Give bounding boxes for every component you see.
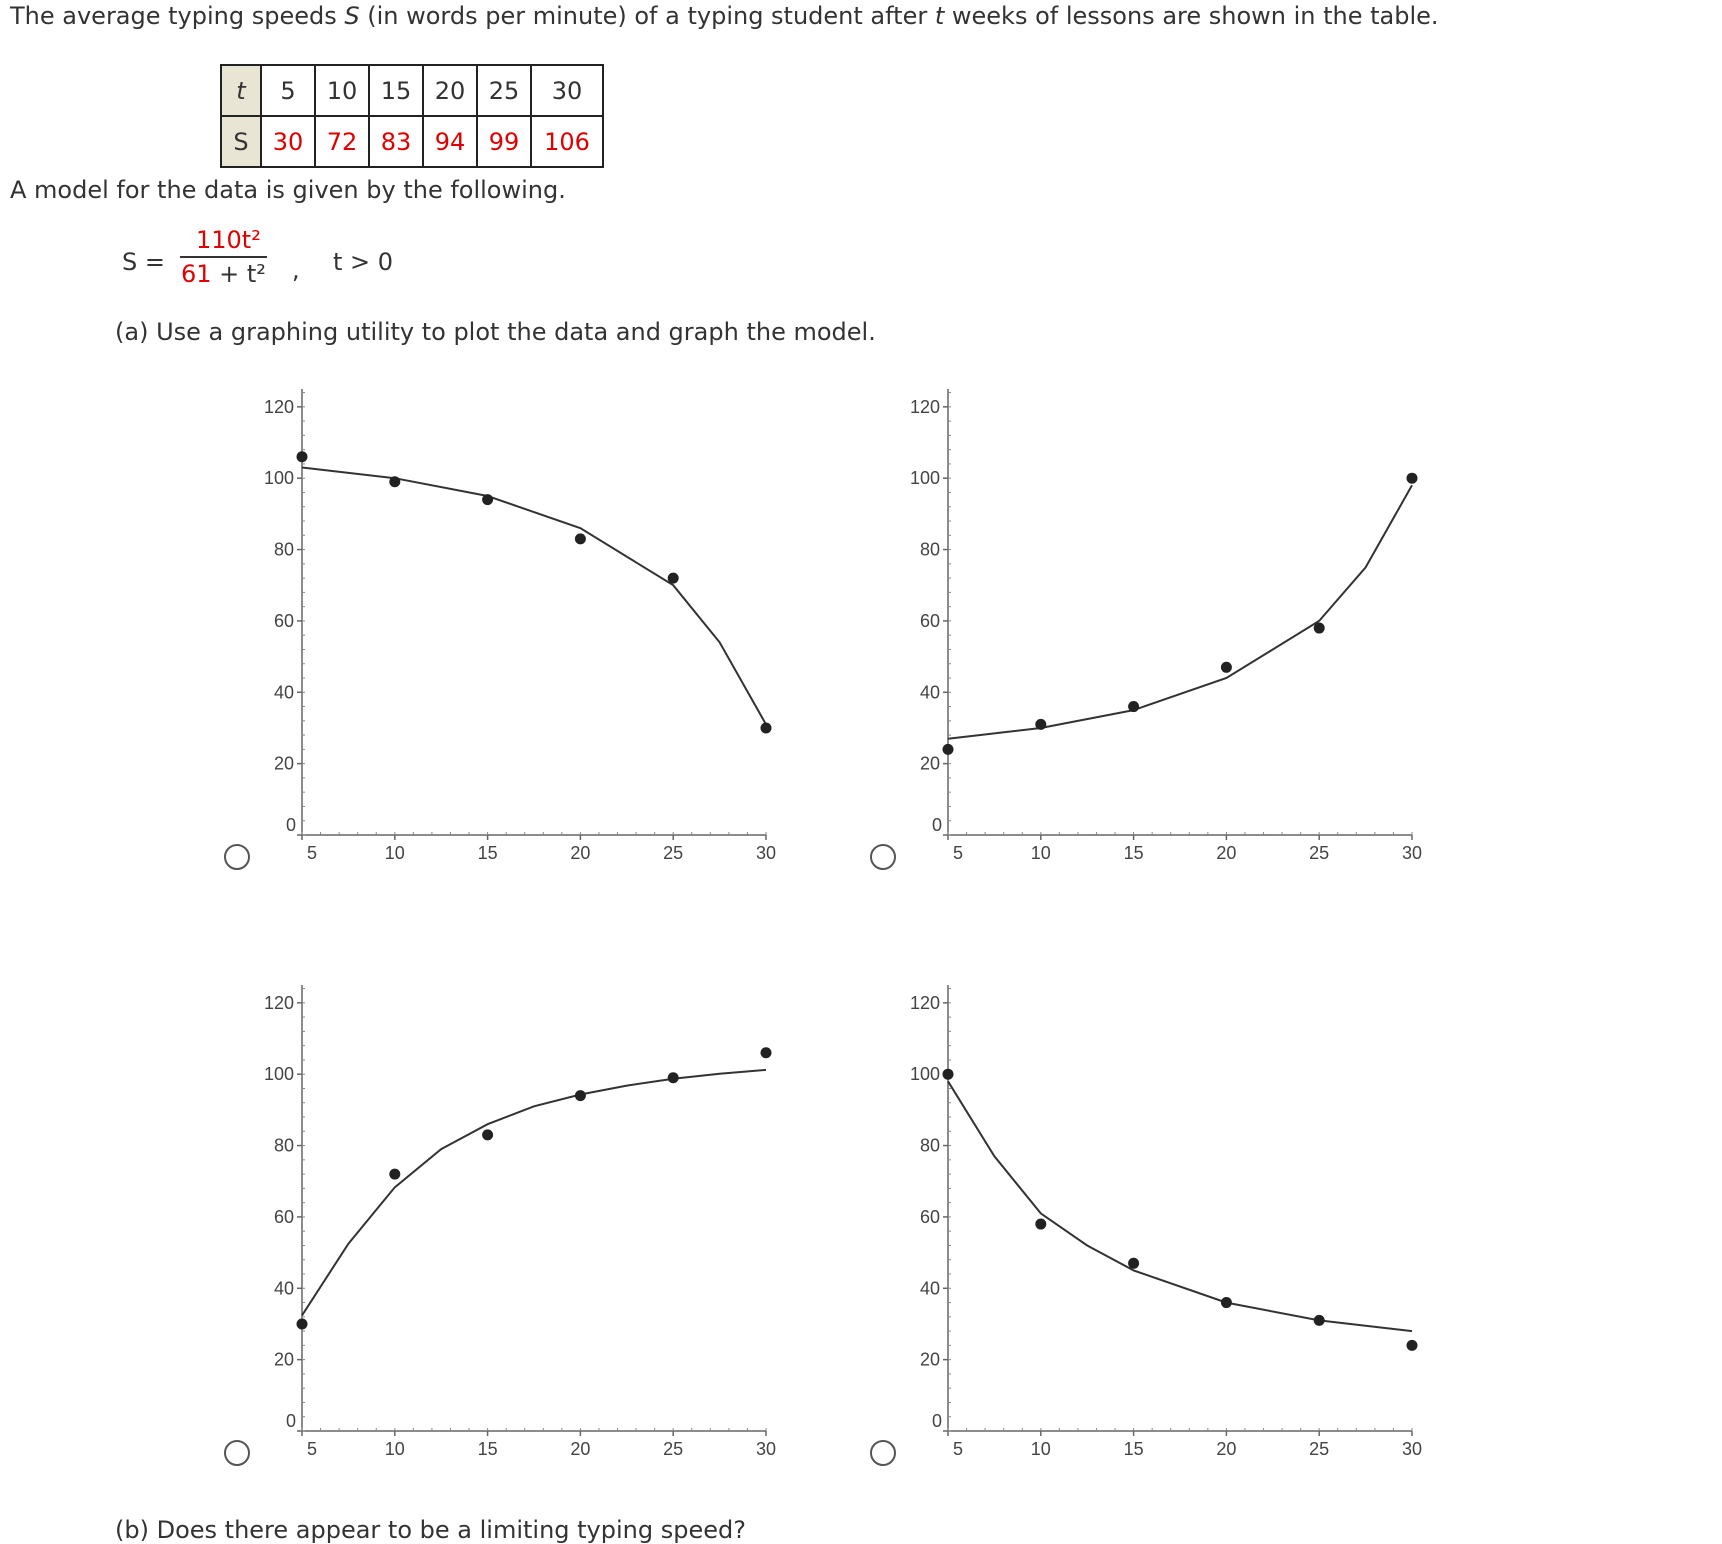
x-tick-label: 30 xyxy=(755,1439,777,1459)
y-tick-label: 40 xyxy=(273,682,294,703)
question-intro: The average typing speeds S (in words per minute) of a typing student after t weeks of lessons are shown in the table. xyxy=(10,2,1439,30)
y-tick-label: 120 xyxy=(263,992,294,1013)
data-point xyxy=(761,722,772,733)
data-point xyxy=(761,1047,772,1058)
y-tick-label: 120 xyxy=(263,396,294,417)
y-tick-label: 100 xyxy=(263,468,294,489)
x-tick-label: 5 xyxy=(952,1439,964,1459)
y-tick-label: 0 xyxy=(285,815,296,835)
table-cell: 83 xyxy=(369,116,423,167)
data-point xyxy=(482,1129,493,1140)
x-tick-label: 25 xyxy=(1309,843,1330,863)
y-tick-label: 120 xyxy=(909,992,940,1013)
table-row-s xyxy=(221,116,603,167)
x-tick-label: 30 xyxy=(1401,843,1423,863)
x-tick-label: 5 xyxy=(306,1439,318,1459)
x-tick-label: 20 xyxy=(570,843,591,863)
x-tick-label: 15 xyxy=(1123,1439,1144,1459)
model-intro: A model for the data is given by the following. xyxy=(10,176,566,204)
table-cell: 94 xyxy=(423,116,477,167)
data-point xyxy=(1128,701,1139,712)
data-point xyxy=(1035,1219,1046,1230)
y-tick-label: 60 xyxy=(919,1206,940,1227)
y-tick-label: 0 xyxy=(931,1411,942,1431)
table-cell: 15 xyxy=(369,65,423,116)
y-tick-label: 20 xyxy=(273,1349,294,1370)
table-header-s: S xyxy=(221,116,261,167)
data-point xyxy=(668,1072,679,1083)
table-row-t xyxy=(221,65,603,116)
x-tick-label: 15 xyxy=(1123,843,1144,863)
table-cell: 25 xyxy=(477,65,531,116)
y-tick-label: 0 xyxy=(285,1411,296,1431)
y-tick-label: 0 xyxy=(931,815,942,835)
table-cell: 5 xyxy=(261,65,315,116)
y-tick-label: 40 xyxy=(273,1278,294,1299)
x-tick-label: 15 xyxy=(477,843,498,863)
part-b-prompt: (b) Does there appear to be a limiting typing speed? xyxy=(115,1516,746,1544)
option-3-radio[interactable] xyxy=(224,1440,250,1466)
table-cell: 99 xyxy=(477,116,531,167)
data-table xyxy=(220,64,604,168)
equation-lhs: S = xyxy=(122,248,165,276)
y-tick-label: 80 xyxy=(273,1135,294,1156)
y-tick-label: 80 xyxy=(919,539,940,560)
data-point xyxy=(1314,623,1325,634)
equation-comma: , xyxy=(292,256,300,284)
data-point xyxy=(1221,662,1232,673)
y-tick-label: 60 xyxy=(919,610,940,631)
model-curve xyxy=(302,1070,766,1316)
table-cell: 72 xyxy=(315,116,369,167)
table-header-t: t xyxy=(221,65,261,116)
option-2-radio[interactable] xyxy=(870,844,896,870)
table-cell: 106 xyxy=(531,116,603,167)
y-tick-label: 100 xyxy=(263,1064,294,1085)
x-tick-label: 5 xyxy=(952,843,964,863)
model-fraction xyxy=(180,226,267,288)
y-tick-label: 20 xyxy=(919,753,940,774)
x-tick-label: 20 xyxy=(570,1439,591,1459)
data-point xyxy=(668,573,679,584)
data-point xyxy=(297,1318,308,1329)
y-tick-label: 40 xyxy=(919,682,940,703)
y-tick-label: 20 xyxy=(273,753,294,774)
x-tick-label: 25 xyxy=(663,843,684,863)
data-point xyxy=(1035,719,1046,730)
data-point xyxy=(297,451,308,462)
data-point xyxy=(575,1090,586,1101)
data-point xyxy=(389,476,400,487)
x-tick-label: 20 xyxy=(1216,1439,1237,1459)
y-tick-label: 100 xyxy=(909,468,940,489)
y-tick-label: 20 xyxy=(919,1349,940,1370)
y-tick-label: 40 xyxy=(919,1278,940,1299)
x-tick-label: 10 xyxy=(384,843,405,863)
y-tick-label: 100 xyxy=(909,1064,940,1085)
fraction-numerator: 110t² xyxy=(180,226,267,258)
option-4-radio[interactable] xyxy=(870,1440,896,1466)
table-cell: 20 xyxy=(423,65,477,116)
data-point xyxy=(482,494,493,505)
y-tick-label: 80 xyxy=(919,1135,940,1156)
data-point xyxy=(1407,1340,1418,1351)
x-tick-label: 30 xyxy=(755,843,777,863)
x-tick-label: 30 xyxy=(1401,1439,1423,1459)
graph-option-3 xyxy=(250,968,790,1468)
model-curve xyxy=(302,468,766,725)
domain-condition: t > 0 xyxy=(333,248,394,276)
graph-option-2 xyxy=(896,372,1436,872)
x-tick-label: 25 xyxy=(1309,1439,1330,1459)
table-cell: 30 xyxy=(261,116,315,167)
data-point xyxy=(1314,1315,1325,1326)
y-tick-label: 120 xyxy=(909,396,940,417)
x-tick-label: 10 xyxy=(1030,843,1051,863)
model-curve xyxy=(948,485,1412,738)
x-tick-label: 10 xyxy=(384,1439,405,1459)
y-tick-label: 80 xyxy=(273,539,294,560)
y-tick-label: 60 xyxy=(273,1206,294,1227)
graph-option-1 xyxy=(250,372,790,872)
x-tick-label: 20 xyxy=(1216,843,1237,863)
option-1-radio[interactable] xyxy=(224,844,250,870)
x-tick-label: 5 xyxy=(306,843,318,863)
x-tick-label: 10 xyxy=(1030,1439,1051,1459)
x-tick-label: 25 xyxy=(663,1439,684,1459)
data-point xyxy=(1128,1258,1139,1269)
data-point xyxy=(1407,473,1418,484)
fraction-denominator: 61 + t² xyxy=(180,260,266,288)
table-cell: 10 xyxy=(315,65,369,116)
graph-option-4 xyxy=(896,968,1436,1468)
table-cell: 30 xyxy=(531,65,603,116)
data-point xyxy=(943,1069,954,1080)
y-tick-label: 60 xyxy=(273,610,294,631)
data-point xyxy=(389,1169,400,1180)
data-point xyxy=(1221,1297,1232,1308)
data-point xyxy=(943,744,954,755)
data-point xyxy=(575,533,586,544)
model-curve xyxy=(948,1081,1412,1331)
x-tick-label: 15 xyxy=(477,1439,498,1459)
part-a-prompt: (a) Use a graphing utility to plot the data and graph the model. xyxy=(115,318,876,346)
